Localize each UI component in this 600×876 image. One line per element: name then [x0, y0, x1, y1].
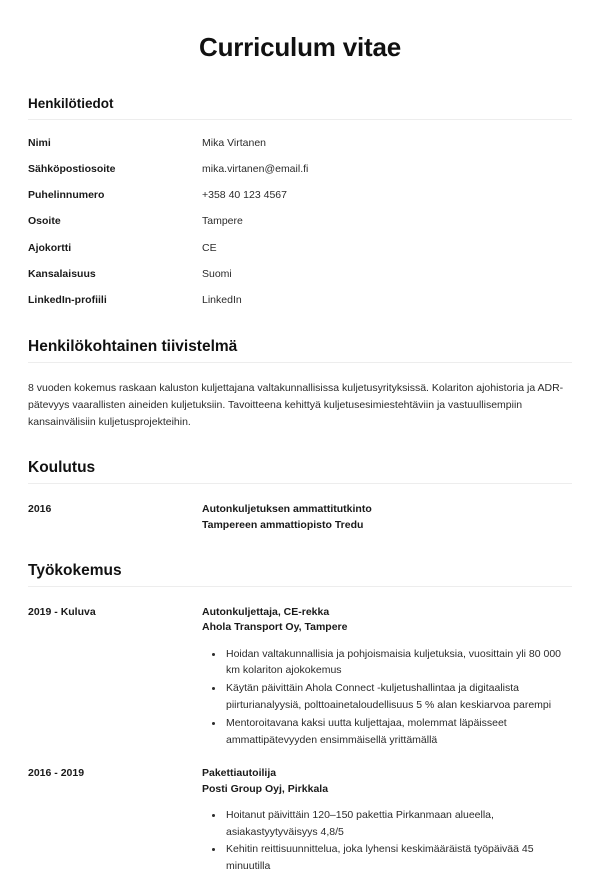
education-institution: Tampereen ammattiopisto Tredu	[202, 518, 364, 531]
education-period: 2016	[28, 503, 52, 516]
education-degree: Autonkuljetuksen ammattitutkinto	[202, 503, 372, 516]
section-divider	[28, 362, 572, 363]
detail-label: Kansalaisuus	[28, 267, 96, 280]
detail-value: Suomi	[202, 267, 232, 280]
detail-label: Osoite	[28, 215, 61, 228]
work-entry	[28, 766, 572, 876]
detail-label: Sähköpostiosoite	[28, 163, 116, 176]
detail-row	[28, 294, 572, 308]
detail-row	[28, 163, 572, 177]
list-item: • Käytän päivittäin Ahola Connect -kuljetushallintaa ja digitaalista piirturianalyysiä, polttoainetaloudellisuus 5 % alan keskiarvoa parempi	[224, 680, 572, 714]
detail-label: Ajokortti	[28, 241, 72, 254]
work-job-title: Pakettiautoilija	[202, 767, 277, 780]
detail-label: Nimi	[28, 137, 51, 150]
detail-value: CE	[202, 241, 217, 254]
work-employer: Ahola Transport Oy, Tampere	[202, 621, 348, 634]
list-item: • Kehitin reittisuunnittelua, joka lyhensi keskimääräistä työpäivää 45 minuutilla	[224, 841, 572, 875]
work-responsibilities-list	[202, 646, 572, 749]
detail-label: Puhelinnumero	[28, 189, 105, 202]
work-job-title: Autonkuljettaja, CE-rekka	[202, 606, 330, 619]
work-body	[202, 766, 572, 876]
section-divider	[28, 119, 572, 120]
education-body	[202, 502, 572, 532]
section-heading-work: Työkokemus	[28, 561, 122, 579]
section-divider	[28, 483, 572, 484]
section-personal-summary	[28, 337, 572, 431]
detail-row	[28, 242, 572, 256]
list-item: • Mentoroitavana kaksi uutta kuljettajaa, molemmat läpäisseet ammattipätevyyden ensimmäisellä yrittämällä	[224, 715, 572, 749]
section-heading-personal-details: Henkilötiedot	[28, 96, 114, 112]
education-entry	[28, 502, 572, 532]
detail-value: Tampere	[202, 215, 243, 228]
detail-value-linkedin[interactable]: LinkedIn	[202, 293, 242, 306]
work-entry	[28, 605, 572, 749]
section-divider	[28, 586, 572, 587]
work-period: 2016 - 2019	[28, 767, 85, 780]
detail-row	[28, 189, 572, 203]
section-education	[28, 458, 572, 533]
page-title: Curriculum vitae	[199, 32, 401, 62]
summary-paragraph: 8 vuoden kokemus raskaan kaluston kuljettajana valtakunnallisissa kuljetusyrityksissä. Kolariton ajohistoria ja ADR-pätevyys vaarallisten aineiden kuljetuksiin. Tavoitteena kehittyä kuljetusesimiestehtäviin ja vastuullisempiin kansainvälisiin kuljetusprojekteihin.	[28, 381, 564, 428]
section-heading-summary: Henkilökohtainen tiivistelmä	[28, 337, 238, 355]
work-period: 2019 - Kuluva	[28, 606, 96, 619]
detail-label: LinkedIn-profiili	[28, 293, 107, 306]
detail-value: mika.virtanen@email.fi	[202, 163, 309, 176]
work-responsibilities-list	[202, 807, 572, 875]
section-heading-education: Koulutus	[28, 458, 96, 476]
list-item: • Hoitanut päivittäin 120–150 pakettia Pirkanmaan alueella, asiakastyytyväisyys 4,8/5	[224, 807, 572, 841]
work-employer: Posti Group Oyj, Pirkkala	[202, 782, 329, 795]
detail-row	[28, 268, 572, 282]
detail-row	[28, 137, 572, 151]
section-personal-details	[28, 96, 572, 307]
section-work-experience	[28, 561, 572, 876]
detail-value: +358 40 123 4567	[202, 189, 287, 202]
personal-details-list	[28, 137, 572, 307]
detail-row	[28, 215, 572, 229]
list-item: • Hoidan valtakunnallisia ja pohjoismaisia kuljetuksia, vuosittain yli 80 000 km kolariton ajokokemus	[224, 646, 572, 680]
detail-value: Mika Virtanen	[202, 137, 267, 150]
work-body	[202, 605, 572, 749]
